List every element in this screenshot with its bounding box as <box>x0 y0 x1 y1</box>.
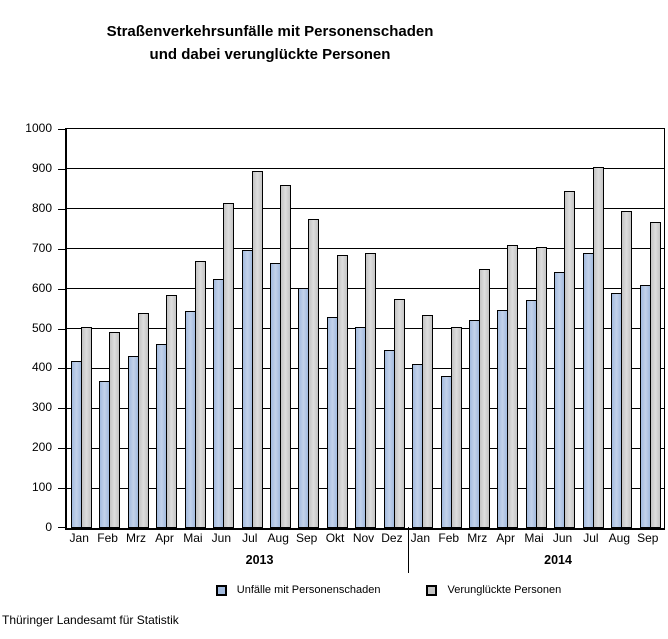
bar-casualties <box>621 211 632 528</box>
y-axis-tick <box>58 488 66 489</box>
bar-casualties <box>223 203 234 528</box>
month-label: Apr <box>155 531 174 545</box>
bar-casualties <box>564 191 575 528</box>
month-label: Apr <box>496 531 515 545</box>
bar-casualties <box>252 171 263 528</box>
y-axis-label: 1000 <box>25 121 52 135</box>
bar-casualties <box>308 219 319 528</box>
month-label: Sep <box>637 531 659 545</box>
month-label: Aug <box>267 531 289 545</box>
y-axis-tick <box>58 527 66 528</box>
legend-swatch-icon <box>426 585 437 596</box>
y-axis-label: 700 <box>31 240 52 255</box>
legend-swatch-icon <box>216 585 227 596</box>
month-label: Jan <box>69 531 89 545</box>
bar-casualties <box>536 247 547 528</box>
y-axis-tick <box>58 249 66 250</box>
month-label: Feb <box>438 531 460 545</box>
year-divider <box>408 527 409 573</box>
month-label: Mai <box>524 531 544 545</box>
y-axis-label: 500 <box>31 320 52 335</box>
y-axis-label: 900 <box>31 160 52 175</box>
legend-label: Verunglückte Personen <box>447 584 562 596</box>
y-axis-tick <box>58 408 66 409</box>
y-axis-tick <box>58 169 66 170</box>
bar-casualties <box>593 167 604 528</box>
month-label: Jun <box>552 531 573 545</box>
month-label: Jan <box>410 531 431 545</box>
year-label-2014: 2014 <box>544 553 572 567</box>
bar-casualties <box>138 313 149 528</box>
bar-casualties <box>507 245 518 528</box>
y-axis-tick <box>58 448 66 449</box>
legend-label: Unfälle mit Personenschaden <box>236 584 381 596</box>
y-axis-tick <box>58 368 66 369</box>
chart-title <box>0 20 540 66</box>
bar-casualties <box>365 253 376 528</box>
bar-casualties <box>195 261 206 528</box>
plot-area <box>65 128 665 530</box>
y-axis-tick <box>58 329 66 330</box>
y-axis-tick <box>58 289 66 290</box>
bar-casualties <box>280 185 291 528</box>
bar-casualties <box>81 327 92 528</box>
y-axis-tick <box>58 129 66 130</box>
bar-casualties <box>166 295 177 528</box>
bar-casualties <box>650 222 661 528</box>
month-label: Jun <box>211 531 232 545</box>
month-label: Dez <box>381 531 403 545</box>
chart-title-line2: und dabei verunglückte Personen <box>149 46 391 63</box>
month-label: Okt <box>325 531 345 545</box>
source-caption: Thüringer Landesamt für Statistik <box>2 613 179 627</box>
legend-item <box>426 584 561 596</box>
month-label: Nov <box>352 531 375 545</box>
month-label: Mrz <box>126 531 147 545</box>
bar-casualties <box>337 255 348 528</box>
x-axis-labels <box>65 531 664 547</box>
y-axis-tick <box>58 209 66 210</box>
chart-title-line1: Straßenverkehrsunfälle mit Personenschaden <box>106 23 434 40</box>
gridline <box>67 168 664 169</box>
bar-casualties <box>451 327 462 528</box>
month-label: Sep <box>295 531 318 545</box>
legend <box>90 584 668 596</box>
bar-casualties <box>422 315 433 528</box>
bar-casualties <box>394 299 405 528</box>
month-label: Jul <box>242 531 258 545</box>
month-label: Feb <box>97 531 118 545</box>
year-label-2013: 2013 <box>245 553 274 567</box>
bar-casualties <box>109 332 120 528</box>
bar-casualties <box>479 269 490 528</box>
y-axis-label: 100 <box>31 480 52 495</box>
month-label: Aug <box>608 531 631 545</box>
y-axis-label: 200 <box>31 440 52 455</box>
y-axis-label: 800 <box>31 200 52 215</box>
legend-item <box>216 584 381 596</box>
y-axis-label: 300 <box>31 400 52 415</box>
y-axis-label: 400 <box>31 360 52 375</box>
y-axis-labels <box>0 121 56 534</box>
y-axis-label: 600 <box>31 280 52 295</box>
month-label: Mai <box>183 531 203 545</box>
month-label: Jul <box>583 531 599 545</box>
month-label: Mrz <box>467 531 488 545</box>
y-axis-label: 0 <box>45 520 52 534</box>
